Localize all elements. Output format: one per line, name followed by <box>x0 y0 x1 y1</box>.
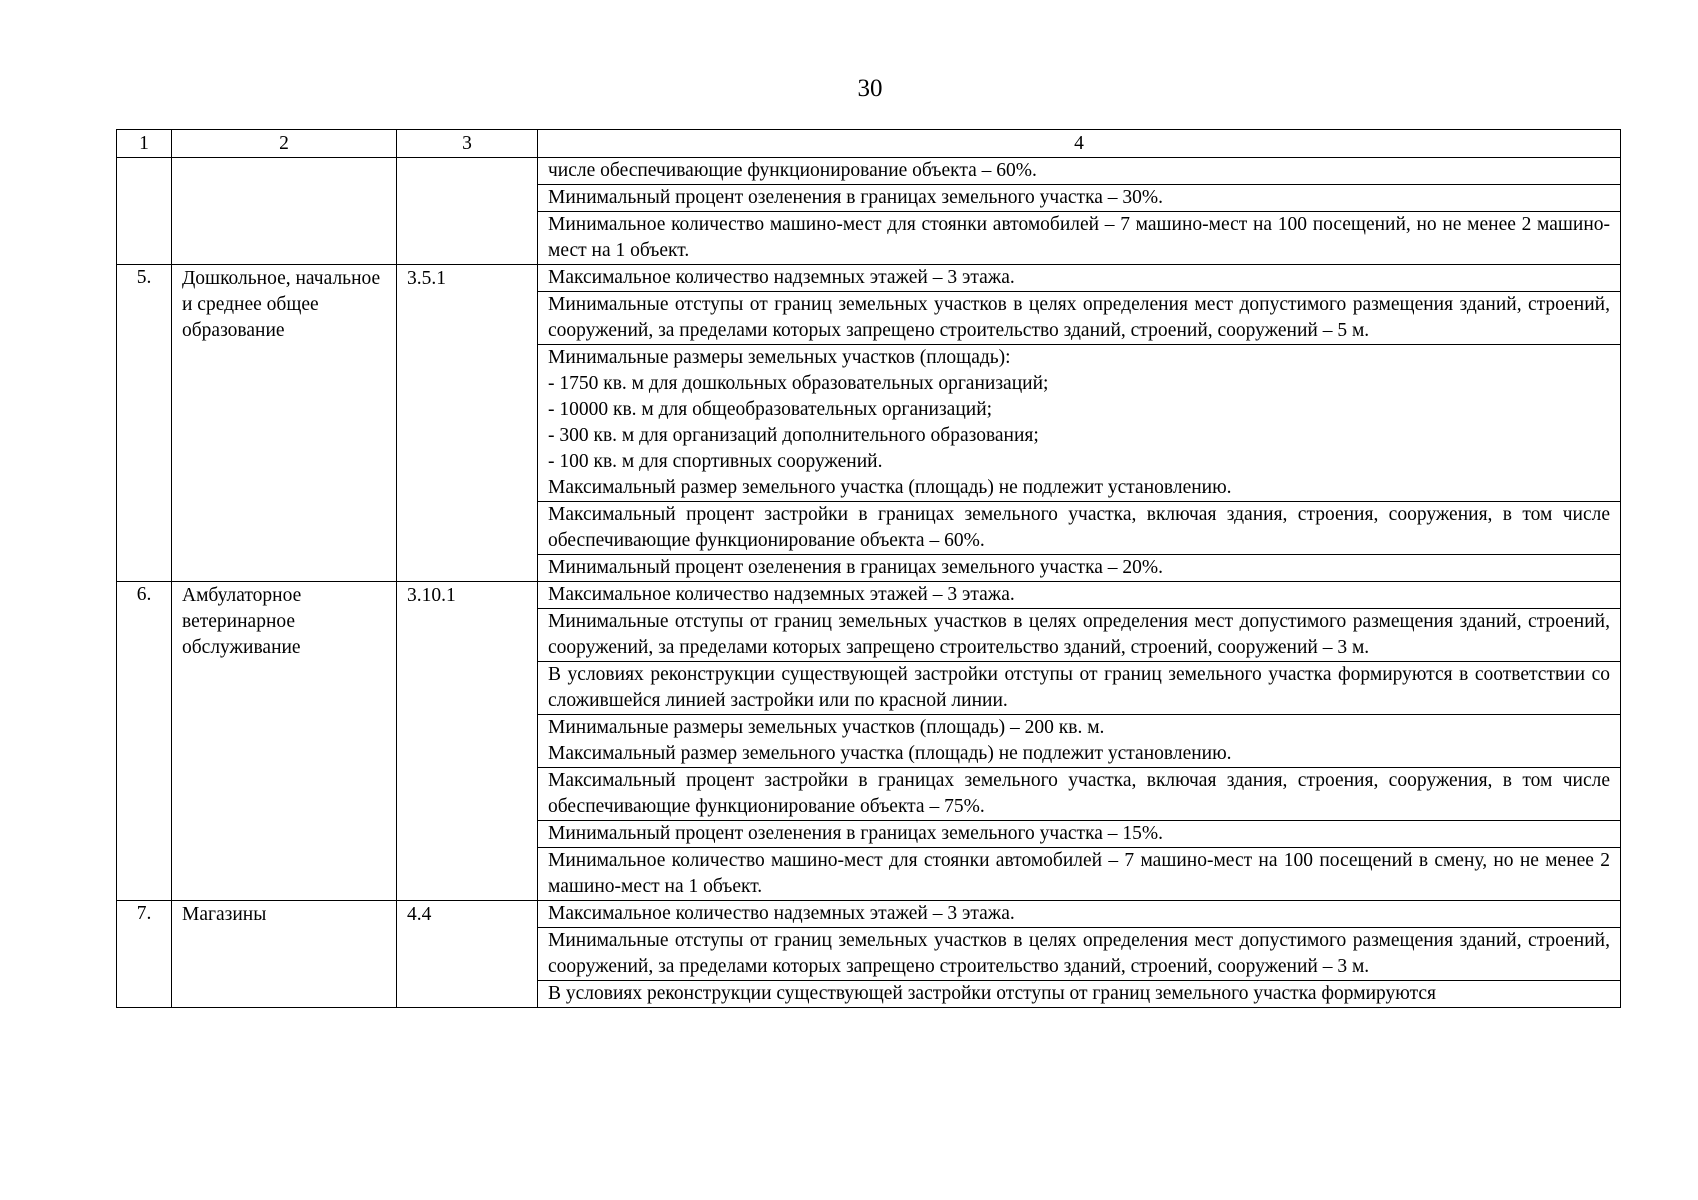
parameter-text: Минимальный процент озеленения в границах земельного участка – 15%. <box>548 823 1164 844</box>
cell-number: 5. <box>117 265 172 582</box>
parameter-text: - 300 кв. м для организаций дополнительного образования; <box>548 425 1039 446</box>
parameter-text: Минимальные отступы от границ земельных участков в целях определения мест допустимого размещения зданий, строений, сооружений, за пределами которых запрещено строительство зданий, строений, сооружений – 5 м. <box>548 294 1610 341</box>
cell-number: 7. <box>117 901 172 1008</box>
column-header: 1 <box>117 130 172 158</box>
parameter-text: Минимальное количество машино-мест для стоянки автомобилей – 7 машино-мест на 100 посещений в смену, но не менее 2 машино-мест на 1 объект. <box>548 850 1610 897</box>
cell-code: 3.5.1 <box>397 265 538 582</box>
cell-number: 6. <box>117 582 172 901</box>
parameter-text: Максимальное количество надземных этажей – 3 этажа. <box>548 584 1015 605</box>
parameter-text: Минимальные размеры земельных участков (площадь): <box>548 347 1011 368</box>
parameter-cell <box>538 848 1621 901</box>
column-header: 2 <box>172 130 397 158</box>
parameter-text: Минимальный процент озеленения в границах земельного участка – 20%. <box>548 557 1164 578</box>
cell-name: Амбулаторное ветеринарное обслуживание <box>172 582 397 901</box>
parameter-cell <box>538 292 1621 345</box>
table-row <box>117 265 1621 292</box>
cell-name: Магазины <box>172 901 397 1008</box>
cell-name <box>172 158 397 265</box>
parameter-text: Минимальные отступы от границ земельных участков в целях определения мест допустимого размещения зданий, строений, сооружений, за пределами которых запрещено строительство зданий, строений, сооружений – 3 м. <box>548 611 1610 658</box>
parameter-text: Максимальный размер земельного участка (площадь) не подлежит установлению. <box>548 743 1232 764</box>
parameter-cell <box>538 582 1621 609</box>
parameter-text: Максимальное количество надземных этажей – 3 этажа. <box>548 903 1015 924</box>
parameter-cell <box>538 901 1621 928</box>
parameter-cell <box>538 185 1621 212</box>
parameter-text: Минимальное количество машино-мест для стоянки автомобилей – 7 машино-мест на 100 посещений, но не менее 2 машино-мест на 1 объект. <box>548 214 1610 261</box>
parameter-text: Максимальный процент застройки в границах земельного участка, включая здания, строения, сооружения, в том числе обеспечивающие функционирование объекта – 60%. <box>548 504 1610 551</box>
parameter-text: В условиях реконструкции существующей застройки отступы от границ земельного участка формируются <box>548 983 1436 1004</box>
page-number: 30 <box>857 75 883 102</box>
parameter-cell <box>538 212 1621 265</box>
parameter-cell <box>538 345 1621 502</box>
parameter-cell <box>538 928 1621 981</box>
column-header: 3 <box>397 130 538 158</box>
parameter-text: Максимальный размер земельного участка (площадь) не подлежит установлению. <box>548 477 1232 498</box>
table-body <box>117 130 1621 1008</box>
parameter-text: Максимальное количество надземных этажей – 3 этажа. <box>548 267 1015 288</box>
regulations-table <box>116 129 1621 1008</box>
cell-code <box>397 158 538 265</box>
cell-number <box>117 158 172 265</box>
parameter-cell <box>538 265 1621 292</box>
header-row <box>117 130 1621 158</box>
table-row <box>117 158 1621 185</box>
parameter-text: - 1750 кв. м для дошкольных образовательных организаций; <box>548 373 1049 394</box>
parameter-cell <box>538 821 1621 848</box>
cell-code: 3.10.1 <box>397 582 538 901</box>
parameter-cell <box>538 662 1621 715</box>
table-row <box>117 582 1621 609</box>
parameter-cell <box>538 715 1621 768</box>
cell-name: Дошкольное, начальное и среднее общее образование <box>172 265 397 582</box>
parameter-cell <box>538 158 1621 185</box>
table-row <box>117 901 1621 928</box>
cell-code: 4.4 <box>397 901 538 1008</box>
parameter-text: числе обеспечивающие функционирование объекта – 60%. <box>548 160 1037 181</box>
parameter-text: - 10000 кв. м для общеобразовательных организаций; <box>548 399 993 420</box>
parameter-text: Минимальные отступы от границ земельных участков в целях определения мест допустимого размещения зданий, строений, сооружений, за пределами которых запрещено строительство зданий, строений, сооружений – 3 м. <box>548 930 1610 977</box>
parameter-text: Минимальные размеры земельных участков (площадь) – 200 кв. м. <box>548 717 1105 738</box>
column-header: 4 <box>538 130 1621 158</box>
parameter-cell <box>538 768 1621 821</box>
parameter-cell <box>538 555 1621 582</box>
parameter-text: Минимальный процент озеленения в границах земельного участка – 30%. <box>548 187 1164 208</box>
parameter-cell <box>538 609 1621 662</box>
parameter-text: В условиях реконструкции существующей застройки отступы от границ земельного участка формируются в соответствии со сложившейся линией застройки или по красной линии. <box>548 664 1610 711</box>
parameter-cell <box>538 502 1621 555</box>
parameter-text: - 100 кв. м для спортивных сооружений. <box>548 451 883 472</box>
parameter-cell <box>538 981 1621 1008</box>
parameter-text: Максимальный процент застройки в границах земельного участка, включая здания, строения, сооружения, в том числе обеспечивающие функционирование объекта – 75%. <box>548 770 1610 817</box>
